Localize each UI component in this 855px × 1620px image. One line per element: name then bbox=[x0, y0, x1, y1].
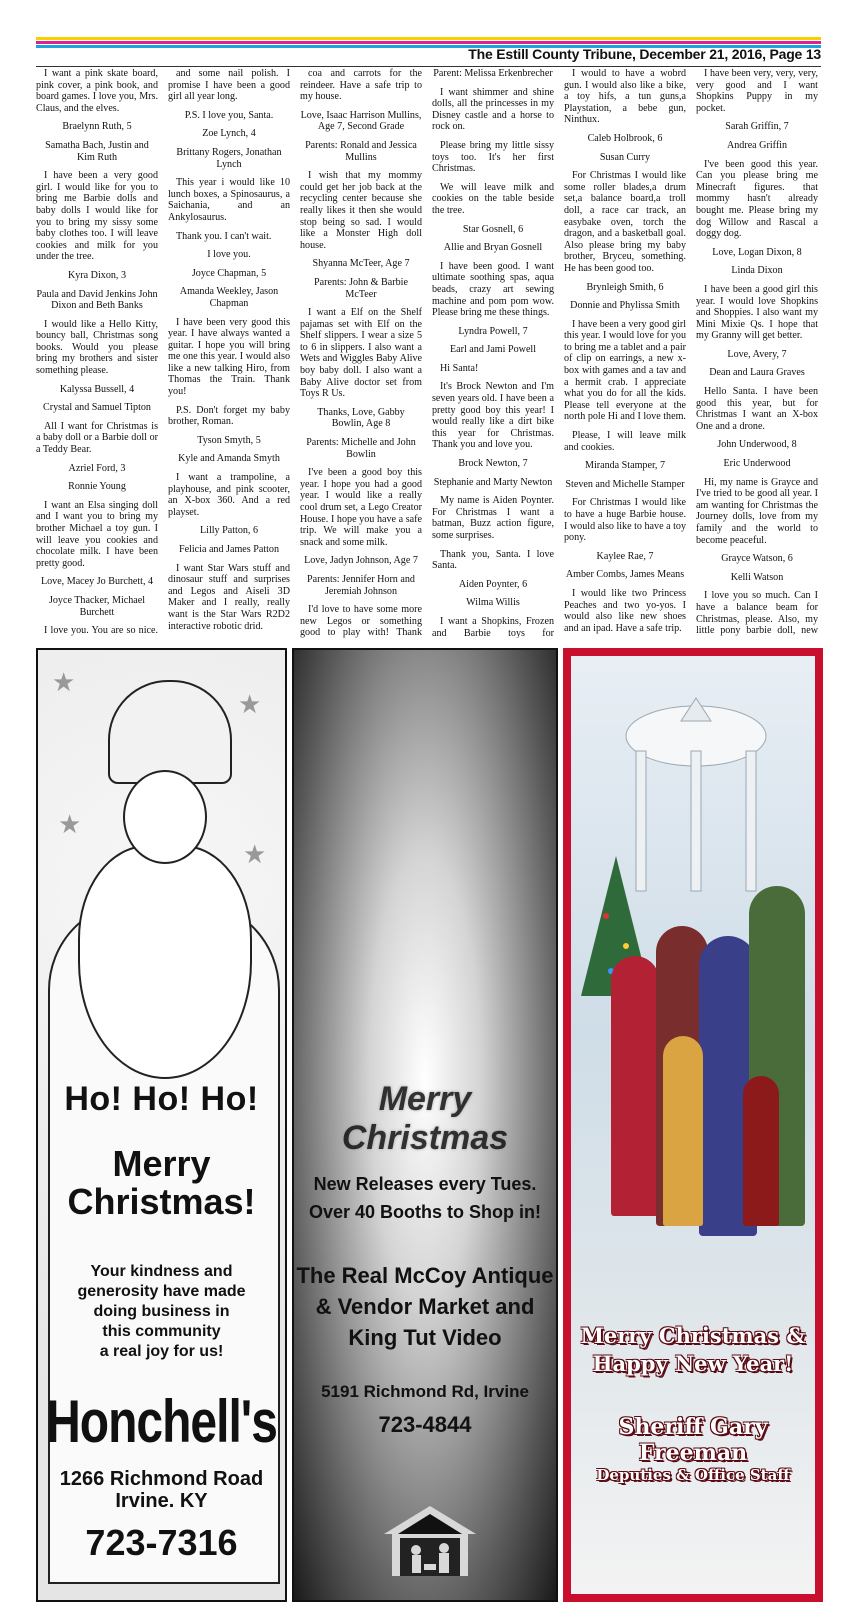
letter-signature: Donnie and Phylissa Smith bbox=[570, 300, 680, 312]
letter-signature: Lilly Patton, 6 bbox=[199, 525, 259, 537]
business-name-line: King Tut Video bbox=[348, 1325, 502, 1350]
letter-signature: Joyce Chapman, 5 bbox=[191, 267, 267, 279]
letter-signature: Braelynn Ruth, 5 bbox=[62, 121, 132, 133]
letter-text: I want an Elsa singing doll and I want you to bring my brother Michael a toy gun. I will leave you cookies and chocolate milk. I have been pretty good. bbox=[36, 499, 158, 569]
letter-signature: Azriel Ford, 3 bbox=[68, 462, 126, 474]
letter-text: I love you. You are so nice. bbox=[44, 625, 158, 637]
address-line: 1266 Richmond Road bbox=[59, 1468, 264, 1490]
star-icon: ★ bbox=[58, 810, 82, 839]
letter-signature: Kaylee Rae, 7 bbox=[596, 550, 654, 562]
letter-text: Thank you. I can't wait. bbox=[176, 230, 272, 242]
letter-text: I have been a very good girl. I would like for you to bring me Barbie dolls and baby dolls I would like for you to bring my sissy some baby clothes too. I will leave cookies and milk for you under the tree. bbox=[36, 170, 158, 263]
honchells-blurb bbox=[38, 1262, 285, 1362]
letter-text: and some nail polish. I promise I have been a good girl all year long. bbox=[168, 68, 290, 103]
address-line: Irvine. KY bbox=[115, 1490, 208, 1512]
letter-signature: Ronnie Young bbox=[68, 481, 126, 493]
letter-signature: Joyce Thacker, Michael Burchett bbox=[48, 594, 146, 618]
letter-text: I want a Elf on the Shelf pajamas set with Elf on the Shelf slippers. I wear a size 5 to 6 in slippers. I also want a Wets and Wiggles Baby Alive boy baby doll. I also want a Baby Alive doctor set from Toys R Us. bbox=[300, 307, 422, 400]
ads-row bbox=[36, 648, 821, 1610]
letter-text: P.S. Don't forget my baby brother, Roman. bbox=[168, 404, 290, 428]
letter-text: Hi, my name is Grayce and I've tried to be good all year. I am wanting for Christmas the Journey dolls, love from my family and the world to become peaceful. bbox=[696, 476, 818, 546]
page-masthead: The Estill County Tribune, December 21, 2016, Page 13 bbox=[468, 46, 821, 62]
honchells-hohoho: Ho! Ho! Ho! bbox=[64, 1080, 259, 1118]
blurb-line: doing business in bbox=[93, 1303, 230, 1320]
letters-section bbox=[36, 68, 821, 638]
letter-text: This year i would like 10 lunch boxes, a Spinosaurus, a Saichania, and an Ankylosaurus. bbox=[168, 177, 290, 223]
header-color-bar-yellow bbox=[36, 37, 821, 40]
letter-text: Please, I will leave milk and cookies. bbox=[564, 430, 686, 453]
letter-signature: Zoe Lynch, 4 bbox=[202, 128, 256, 140]
blurb-line: Your kindness and bbox=[90, 1263, 233, 1280]
letter-text: We will leave milk and cookies on the table beside the tree. bbox=[432, 181, 554, 216]
letter-signature: Felicia and James Patton bbox=[178, 544, 280, 555]
caroler-child-red bbox=[743, 1076, 779, 1226]
letter-signature: Brynleigh Smith, 6 bbox=[586, 281, 664, 293]
sheriff-ad bbox=[563, 648, 823, 1602]
header-color-bar-magenta bbox=[36, 41, 821, 44]
letter-text: I have been a good girl this year. I would love Shopkins and Shoppies. I also want my Mini Mixie Qs. I hope that my Granny will get better. bbox=[696, 283, 818, 342]
letter-signature: Tyson Smyth, 5 bbox=[197, 434, 261, 446]
mccoy-business-name bbox=[294, 1260, 556, 1353]
letter-signature: Stephanie and Marty Newton bbox=[433, 476, 553, 488]
blurb-line: a real joy for us! bbox=[99, 1343, 224, 1360]
letter-text: I would like two Princess Peaches and two yo-yos. I would also like new shoes and an ipad. Have a safe trip. bbox=[564, 587, 686, 634]
sheriff-staff: Deputies & Office Staff bbox=[596, 1466, 790, 1484]
letter-signature: Kyra Dixon, 3 bbox=[67, 269, 127, 281]
letter-signature: Susan Curry bbox=[599, 151, 651, 163]
letter-text: I have been very, very, very, very good and I want Shopkins Puppy in my pocket. bbox=[696, 68, 818, 114]
blurb-line: generosity have made bbox=[77, 1283, 246, 1300]
mccoy-ad bbox=[292, 648, 558, 1602]
letter-text: I've been a good boy this year. I hope you had a good year. I would like a really cool drum set, a Lego Creator House. I hope you have a safe trip. We will make you a snack and some milk. bbox=[300, 467, 422, 548]
honchells-merry-christmas bbox=[38, 1145, 285, 1221]
sheriff-name: Sheriff Gary Freeman bbox=[618, 1414, 768, 1466]
star-icon: ★ bbox=[238, 690, 262, 719]
honchells-christmas: Christmas! bbox=[67, 1181, 256, 1222]
letter-signature: John Underwood, 8 bbox=[717, 439, 797, 451]
letter-text: I want Star Wars stuff and dinosaur stuff and surprises and Legos and Aiseli 3D Maker and I really, really want is the Star Wars R2D2 interactive robotic drid. bbox=[168, 562, 290, 632]
letter-signature: Crystal and Samuel Tipton bbox=[43, 402, 151, 414]
mccoy-merry-christmas-script: Merry Christmas bbox=[341, 1080, 509, 1157]
letter-text: All I want for Christmas is a baby doll or a Barbie doll or a Teddy Bear. bbox=[36, 420, 158, 456]
letter-text: I would like a Hello Kitty, bouncy ball, Christmas song books. Would you please bring my brothers and sister something please. bbox=[36, 318, 158, 377]
letter-signature: Sarah Griffin, 7 bbox=[725, 121, 789, 133]
letter-signature: Brittany Rogers, Jonathan Lynch bbox=[176, 146, 282, 170]
letter-signature: Allie and Bryan Gosnell bbox=[443, 242, 543, 254]
caroler-red-coat bbox=[611, 956, 659, 1216]
letter-signature: Wilma Willis bbox=[466, 597, 520, 609]
letter-signature: I love you. bbox=[207, 249, 251, 261]
caroler-child-yellow bbox=[663, 1036, 703, 1226]
letters-column-1 bbox=[36, 68, 158, 638]
mccoy-taglines bbox=[294, 1170, 556, 1226]
letter-text: I want a trampoline, a playhouse, and pink scooter, an X-box 360. And a red playset. bbox=[168, 472, 290, 518]
honchells-address bbox=[38, 1468, 285, 1512]
letter-signature: Miranda Stamper, 7 bbox=[584, 460, 666, 472]
letter-signature: Parents: Michelle and John Bowlin bbox=[306, 437, 416, 460]
letter-signature: Kalyssa Bussell, 4 bbox=[59, 383, 135, 395]
letter-signature: Brock Newton, 7 bbox=[458, 458, 528, 470]
letter-signature: Star Gosnell, 6 bbox=[462, 223, 524, 235]
letters-column-4 bbox=[432, 68, 554, 638]
letter-signature: Linda Dixon bbox=[731, 265, 783, 277]
letter-text: It's Brock Newton and I'm seven years old. I have been a pretty good boy this year! I would really like a dirt bike this year for Christmas. Thank you and love you. bbox=[432, 381, 554, 451]
letter-signature: Aiden Poynter, 6 bbox=[458, 578, 528, 590]
letter-text: For Christmas I would like some roller blades,a drum set,a balance board,a troll doll, a race car track, an easybake oven, torch the dragon, and a basketball goal. Also please bring my baby brother, Bryceu, something. He has been good too. bbox=[564, 170, 686, 274]
masthead-rule bbox=[36, 66, 821, 67]
letter-text: I wish that my mommy could get her job back at the recycling center because she really likes it then she would stop being so sad. I would like a Monster High doll house. bbox=[300, 170, 422, 251]
letter-signature: Andrea Griffin bbox=[726, 139, 788, 151]
letter-signature: Love, Logan Dixon, 8 bbox=[712, 246, 802, 258]
letter-text: My name is Aiden Poynter. For Christmas I want a batman, Buzz action figure, some surprises. bbox=[432, 495, 554, 541]
letter-signature: Kyle and Amanda Smyth bbox=[178, 453, 280, 465]
letter-text: I want a Shopkins, Frozen and Barbie toys for bbox=[432, 615, 554, 638]
letter-text: I love you so much. Can I have a balance beam for Christmas, please. Also, my little pony barbie doll, new bbox=[696, 590, 818, 637]
honchells-business-name: Honchell's bbox=[46, 1389, 277, 1456]
letters-column-6 bbox=[696, 68, 818, 638]
business-name-line: & Vendor Market and bbox=[315, 1294, 535, 1319]
mccoy-address: 5191 Richmond Rd, Irvine bbox=[321, 1382, 529, 1401]
letter-signature: Lyndra Powell, 7 bbox=[458, 325, 528, 337]
letter-signature: Paula and David Jenkins John Dixon and Beth Banks bbox=[36, 288, 158, 312]
letter-text: For Christmas I would like to have a huge Barbie house. I would also like to have a toy pony. bbox=[564, 497, 686, 544]
santa-face-illustration bbox=[123, 770, 207, 864]
letter-signature: Caleb Holbrook, 6 bbox=[587, 132, 663, 144]
letter-text: I have been a very good girl this year. I would love for you to bring me a tablet and a pair of clip on earrings, a new x-box with games and a tav and a hermit crab. I appreciate what you do for all the kids. Please tell everyone at the north pole Hi and I love them. bbox=[564, 318, 686, 423]
star-icon: ★ bbox=[52, 668, 76, 697]
letter-signature: Love, Macey Jo Burchett, 4 bbox=[40, 576, 154, 588]
business-name-line: The Real McCoy Antique bbox=[296, 1263, 554, 1288]
letter-signature: Parent: Melissa Erkenbrecher bbox=[433, 68, 553, 79]
santa-beard-illustration bbox=[78, 845, 252, 1079]
letter-text: I want shimmer and shine dolls, all the princesses in my Disney castle and a horse to rock on. bbox=[432, 86, 554, 133]
greeting-line: Happy New Year! bbox=[592, 1351, 794, 1376]
letter-text: I have been very good this year. I have always wanted a guitar. I hope you will bring me one this year. I would also like a new talking Hiro, from Thomas the Train. Thank you! bbox=[168, 316, 290, 398]
letter-signature: Love, Avery, 7 bbox=[727, 348, 787, 360]
letter-signature: Parents: Ronald and Jessica Mullins bbox=[305, 139, 417, 163]
tagline: Over 40 Booths to Shop in! bbox=[308, 1202, 541, 1222]
letter-text: I have been good. I want ultimate soothing spas, aqua beads, crazy art sewing machine and pom pom wow. Please bring me these things. bbox=[432, 260, 554, 319]
letter-signature: Thanks, Love, Gabby Bowlin, Age 8 bbox=[317, 406, 405, 430]
sheriff-greeting bbox=[565, 1322, 821, 1378]
honchells-merry: Merry bbox=[112, 1143, 211, 1184]
letter-signature: Love, Jadyn Johnson, Age 7 bbox=[304, 555, 418, 567]
letter-text: I would to have a wobrd gun. I would also like a bike, a toy hifs, a tun guns,a Playstation, a bebe gun, Ninthux. bbox=[564, 68, 686, 126]
letter-text: Thank you, Santa. I love Santa. bbox=[432, 548, 554, 572]
honchells-ad bbox=[36, 648, 287, 1602]
santa-hat-illustration bbox=[108, 680, 232, 784]
letter-text: Hi Santa! bbox=[440, 362, 479, 374]
letter-signature: Amanda Weekley, Jason Chapman bbox=[179, 286, 279, 309]
letter-signature: Grayce Watson, 6 bbox=[721, 553, 793, 565]
letter-text: I've been good this year. Can you please bring me Minecraft figures. that mommy hasn't already bought me. Please bring my dog Willow and Rascal a doggy dog. bbox=[696, 158, 818, 240]
letter-signature: Steven and Michelle Stamper bbox=[565, 478, 685, 490]
letter-signature: Parents: Jennifer Horn and Jeremiah Johnson bbox=[307, 573, 415, 597]
honchells-phone: 723-7316 bbox=[85, 1522, 238, 1563]
letter-signature: Parents: John & Barbie McTeer bbox=[314, 276, 408, 300]
letter-signature: Earl and Jami Powell bbox=[449, 344, 537, 356]
nativity-silhouette-icon bbox=[382, 1504, 478, 1578]
letter-signature: Shyanna McTeer, Age 7 bbox=[312, 258, 410, 270]
letters-column-3 bbox=[300, 68, 422, 638]
blurb-line: this community bbox=[102, 1323, 221, 1340]
letter-text: coa and carrots for the reindeer. Have a safe trip to my house. bbox=[300, 68, 422, 103]
greeting-line: Merry Christmas & bbox=[580, 1323, 806, 1348]
letter-signature: Dean and Laura Graves bbox=[709, 367, 805, 379]
mccoy-phone: 723-4844 bbox=[378, 1412, 472, 1437]
letters-column-2 bbox=[168, 68, 290, 638]
letter-signature: Samatha Bach, Justin and Kim Ruth bbox=[45, 139, 149, 163]
letter-signature: Love, Isaac Harrison Mullins, Age 7, Second Grade bbox=[300, 109, 422, 133]
star-icon: ★ bbox=[243, 840, 267, 869]
letter-signature: P.S. I love you, Santa. bbox=[184, 109, 274, 121]
letter-text: I'd love to have some more new Legos or something good to play with! Thank bbox=[300, 604, 422, 638]
tagline: New Releases every Tues. bbox=[313, 1174, 537, 1194]
letters-column-5 bbox=[564, 68, 686, 638]
letter-text: Hello Santa. I have been good this year, but for Christmas I want an X-box One and a drone. bbox=[696, 386, 818, 432]
letter-signature: Eric Underwood bbox=[723, 458, 791, 470]
letter-text: Please bring my little sissy toys too. It's her first Christmas. bbox=[432, 139, 554, 175]
letter-text: I want a pink skate board, pink cover, a pink book, and board games. I love you, Mrs. Claus, and the elves. bbox=[36, 68, 158, 114]
letter-signature: Kelli Watson bbox=[730, 571, 784, 583]
letter-signature: Amber Combs, James Means bbox=[565, 569, 685, 581]
